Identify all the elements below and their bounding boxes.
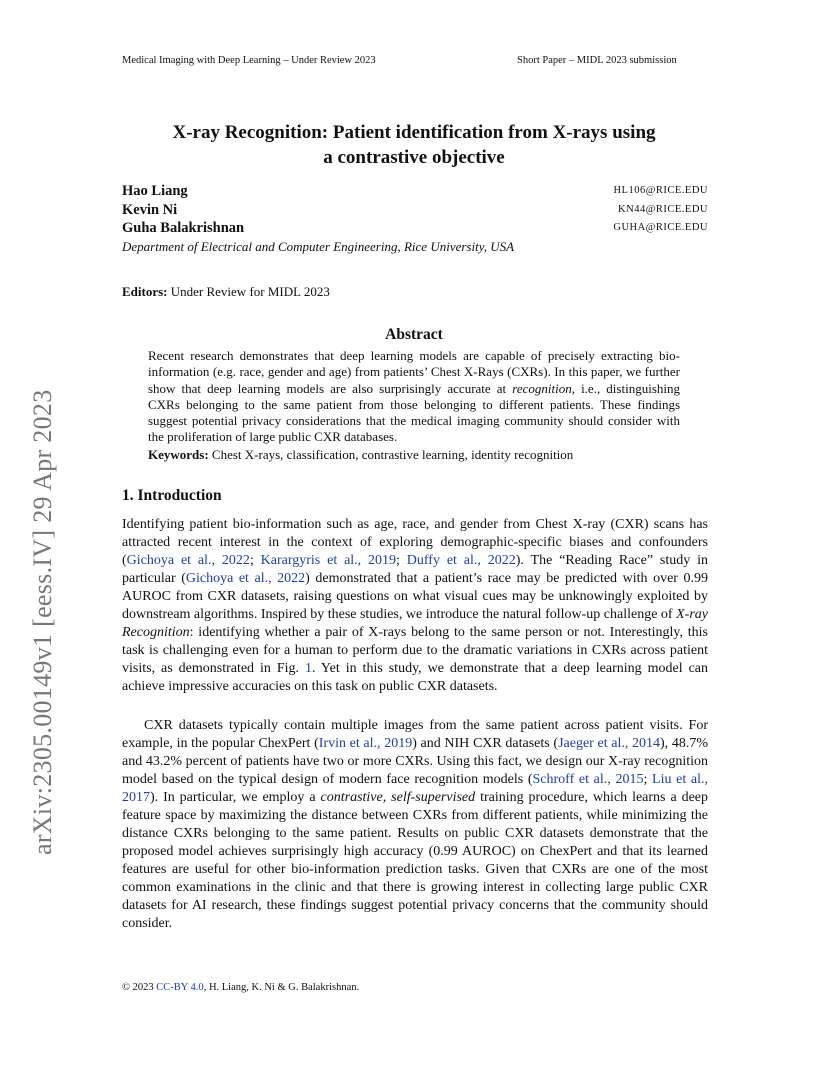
author-email[interactable]: KN44@RICE.EDU [618, 204, 708, 215]
figure-link[interactable]: 1 [305, 661, 312, 676]
author-row-2 [122, 202, 708, 220]
author-email[interactable]: HL106@RICE.EDU [613, 185, 708, 196]
text-run: CXR datasets typically contain multiple images from the same patient across patient visits. For example, in the popular ChexPert ( [122, 718, 708, 751]
section-heading: 1. Introduction [122, 487, 222, 504]
author-name: Guha Balakrishnan [122, 220, 245, 236]
editors-label: Editors: [122, 284, 168, 299]
abstract-heading: Abstract [385, 326, 443, 343]
text-run: ), 48.7% and 43.2% percent of patients have two or more CXRs. Using this fact, we design our X-ray recognition model based on the typical design of modern face recognition models ( [122, 736, 709, 787]
author-email[interactable]: GUHA@RICE.EDU [613, 222, 708, 233]
keywords-line [148, 447, 680, 463]
paragraph-2 [122, 717, 708, 933]
paragraph-1 [122, 516, 708, 696]
citation-link[interactable]: Gichoya et al., 2022 [126, 553, 250, 568]
text-run: . Yet in this study, we demonstrate that a deep learning model can achieve impressive accuracies on this task on public CXR datasets. [122, 661, 708, 694]
citation-link[interactable]: Duffy et al., 2022 [406, 553, 516, 568]
copyright-footer [122, 982, 359, 993]
citation-link[interactable]: Liu et al., 2017 [122, 772, 708, 805]
affiliation: Department of Electrical and Computer Engineering, Rice University, USA [122, 239, 515, 254]
emphasis: contrastive, self-supervised [320, 790, 476, 805]
text-run: : identifying whether a pair of X-rays belong to the same person or not. Interestingly, this task is challenging even for a human to perform due to the dramatic variations in CXRs across patient visits, as demonstrated in Fig. [122, 625, 708, 676]
citation-link[interactable]: Gichoya et al., 2022 [185, 571, 306, 586]
text-run: training procedure, which learns a deep feature space by maximizing the distance between CXRs from different patients, while minimizing the distance CXRs belonging to the same patient. Results on public CXR datasets demonstrate that the proposed model achieves surprisingly high accuracy (0.99 AUROC) on ChexPert and that its learned features are useful for other bio-information prediction tasks. Given that CXRs are one of the most common examinations in the clinic and that there is growing interest in collecting large public CXR datasets for AI research, these findings suggest potential privacy concerns that the community should consider. [122, 790, 709, 931]
text-run: ) demonstrated that a patient’s race may be predicted with over 0.99 AUROC from CXR datasets, raising questions on what visual cues may be unknowingly exploited by downstream algorithms. Inspired by these studies, we introduce the natural follow-up challenge of [122, 571, 708, 622]
author-name: Hao Liang [122, 183, 188, 199]
author-name: Kevin Ni [122, 202, 178, 218]
text-run: ). The “Reading Race” study in particular ( [122, 553, 709, 586]
title-line-1: X-ray Recognition: Patient identification from X-rays using [172, 122, 656, 143]
paper-title [0, 120, 828, 170]
emphasis: X-ray Recognition [122, 607, 708, 640]
running-header-right: Short Paper – MIDL 2023 submission [517, 55, 677, 66]
arxiv-stamp [28, 389, 57, 855]
license-link[interactable]: CC-BY 4.0 [156, 982, 204, 993]
author-row-3 [122, 220, 708, 238]
abstract-emphasis: recognition [512, 380, 572, 396]
title-line-2: a contrastive objective [323, 147, 505, 168]
copyright-authors: , H. Liang, K. Ni & G. Balakrishnan. [203, 982, 360, 993]
text-run: ). In particular, we employ a [150, 790, 321, 805]
text-run: Identifying patient bio-information such as age, race, and gender from Chest X-ray (CXR) scans has attracted recent interest in the context of exploring demographic-specific biases and confounders ( [122, 517, 708, 568]
running-header-left: Medical Imaging with Deep Learning – Under Review 2023 [122, 55, 376, 66]
text-run: ; [643, 772, 653, 787]
citation-link[interactable]: Jaeger et al., 2014 [558, 736, 661, 751]
citation-link[interactable]: Irvin et al., 2019 [318, 736, 413, 751]
copyright-text: © 2023 [122, 982, 157, 993]
text-run: ) and NIH CXR datasets ( [412, 736, 559, 751]
abstract-text-part: , i.e., distinguishing CXRs belonging to the same patient from those belonging to different patients. These findings suggest potential privacy considerations that the medical imaging community should consider with the proliferation of large public CXR databases. [148, 380, 680, 445]
arxiv-stamp-text: arXiv:2305.00149v1 [eess.IV] 29 Apr 2023 [28, 389, 57, 855]
text-run: ; [249, 553, 261, 568]
text-run: ; [396, 553, 407, 568]
author-row-1 [122, 183, 708, 201]
keywords-value: Chest X-rays, classification, contrastive learning, identity recognition [211, 447, 574, 462]
abstract-text-part: Recent research demonstrates that deep learning models are capable of precisely extracting bio-information (e.g. race, gender and age) from patients’ Chest X-Rays (CXRs). In this paper, we further show that deep learning models are also surprisingly accurate at [148, 348, 680, 396]
keywords-label: Keywords: [148, 447, 209, 462]
abstract-text [148, 348, 680, 446]
citation-link[interactable]: Karargyris et al., 2019 [260, 553, 397, 568]
editors-line [122, 284, 330, 300]
editors-value: Under Review for MIDL 2023 [170, 284, 330, 299]
citation-link[interactable]: Schroff et al., 2015 [532, 772, 644, 787]
